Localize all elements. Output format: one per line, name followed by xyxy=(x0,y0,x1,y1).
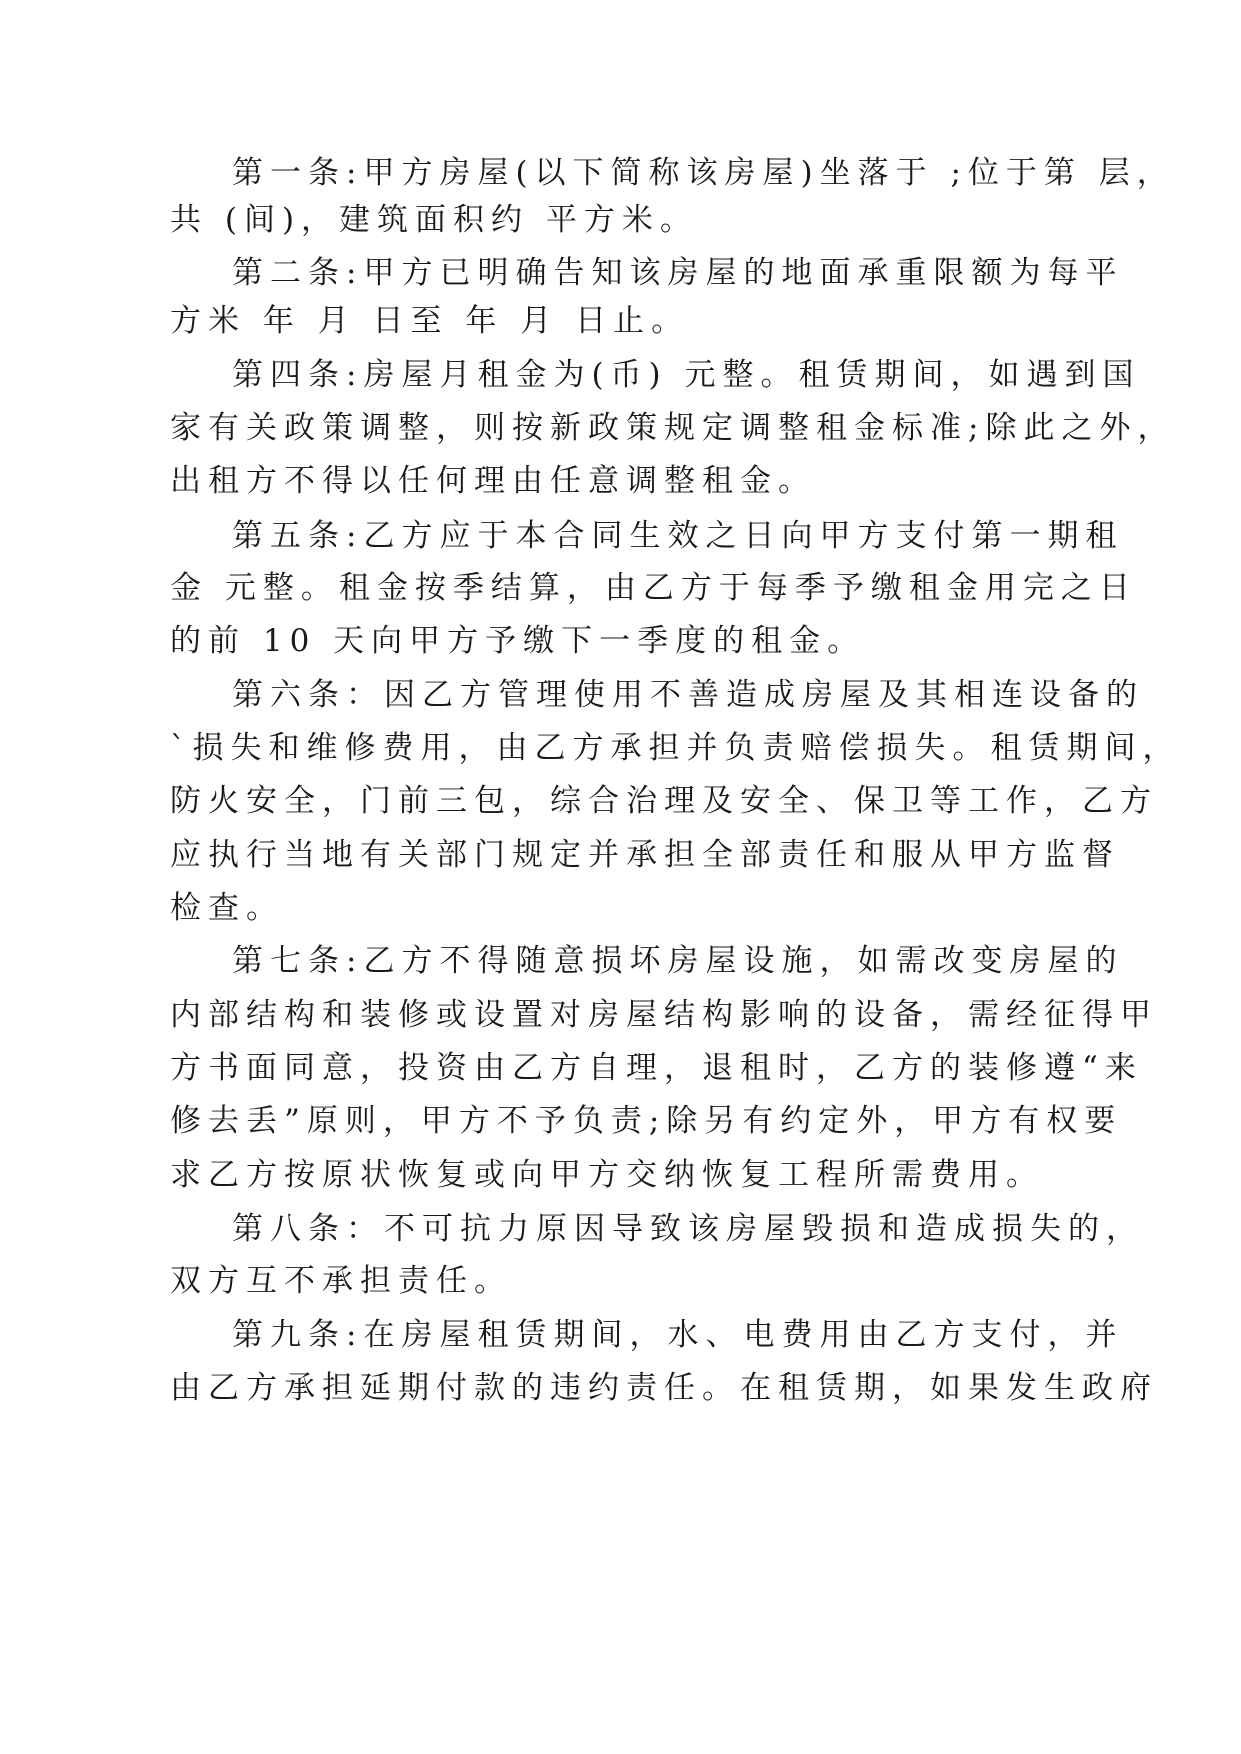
article-7-line-2: 内部结构和装修或设置对房屋结构影响的设备，需经征得甲 xyxy=(170,997,1158,1033)
article-5-line-1: 第五条:乙方应于本合同生效之日向甲方支付第一期租 xyxy=(232,518,1124,554)
article-8-line-1: 第八条：不可抗力原因导致该房屋毁损和造成损失的， xyxy=(232,1211,1144,1247)
article-1-line-2: 共 (间)，建筑面积约 平方米。 xyxy=(170,202,698,238)
article-4-line-3: 出租方不得以任何理由任意调整租金。 xyxy=(170,463,816,499)
article-6-line-3: 防火安全，门前三包，综合治理及安全、保卫等工作，乙方 xyxy=(170,783,1158,819)
article-6-line-2: `损失和维修费用，由乙方承担并负责赔偿损失。租赁期间， xyxy=(170,730,1181,766)
article-7-line-5: 求乙方按原状恢复或向甲方交纳恢复工程所需费用。 xyxy=(170,1157,1044,1193)
article-2-line-2: 方米 年 月 日至 年 月 日止。 xyxy=(170,303,690,339)
article-6-line-1: 第六条：因乙方管理使用不善造成房屋及其相连设备的 xyxy=(232,677,1144,713)
article-6-line-4: 应执行当地有关部门规定并承担全部责任和服从甲方监督 xyxy=(170,837,1120,873)
article-7-line-3: 方书面同意，投资由乙方自理，退租时，乙方的装修遵“来 xyxy=(170,1050,1143,1086)
article-6-line-5: 检查。 xyxy=(170,890,284,926)
article-5-line-2: 金 元整。租金按季结算，由乙方于每季予缴租金用完之日 xyxy=(170,570,1137,606)
article-7-line-4: 修去丢”原则，甲方不予负责;除另有约定外，甲方有权要 xyxy=(170,1103,1123,1139)
article-8-line-2: 双方互不承担责任。 xyxy=(170,1263,512,1299)
article-5-line-3: 的前 10 天向甲方予缴下一季度的租金。 xyxy=(170,623,866,659)
article-4-line-1: 第四条:房屋月租金为(币) 元整。租赁期间，如遇到国 xyxy=(232,357,1141,393)
article-1-line-1: 第一条:甲方房屋(以下简称该房屋)坐落于 ;位于第 层， xyxy=(232,155,1175,191)
article-2-line-1: 第二条:甲方已明确告知该房屋的地面承重限额为每平 xyxy=(232,255,1124,291)
article-9-line-2: 由乙方承担延期付款的违约责任。在租赁期，如果发生政府 xyxy=(170,1370,1158,1406)
article-4-line-2: 家有关政策调整，则按新政策规定调整租金标准;除此之外， xyxy=(170,410,1176,446)
article-9-line-1: 第九条:在房屋租赁期间，水、电费用由乙方支付，并 xyxy=(232,1317,1124,1353)
article-7-line-1: 第七条:乙方不得随意损坏房屋设施，如需改变房屋的 xyxy=(232,943,1124,979)
